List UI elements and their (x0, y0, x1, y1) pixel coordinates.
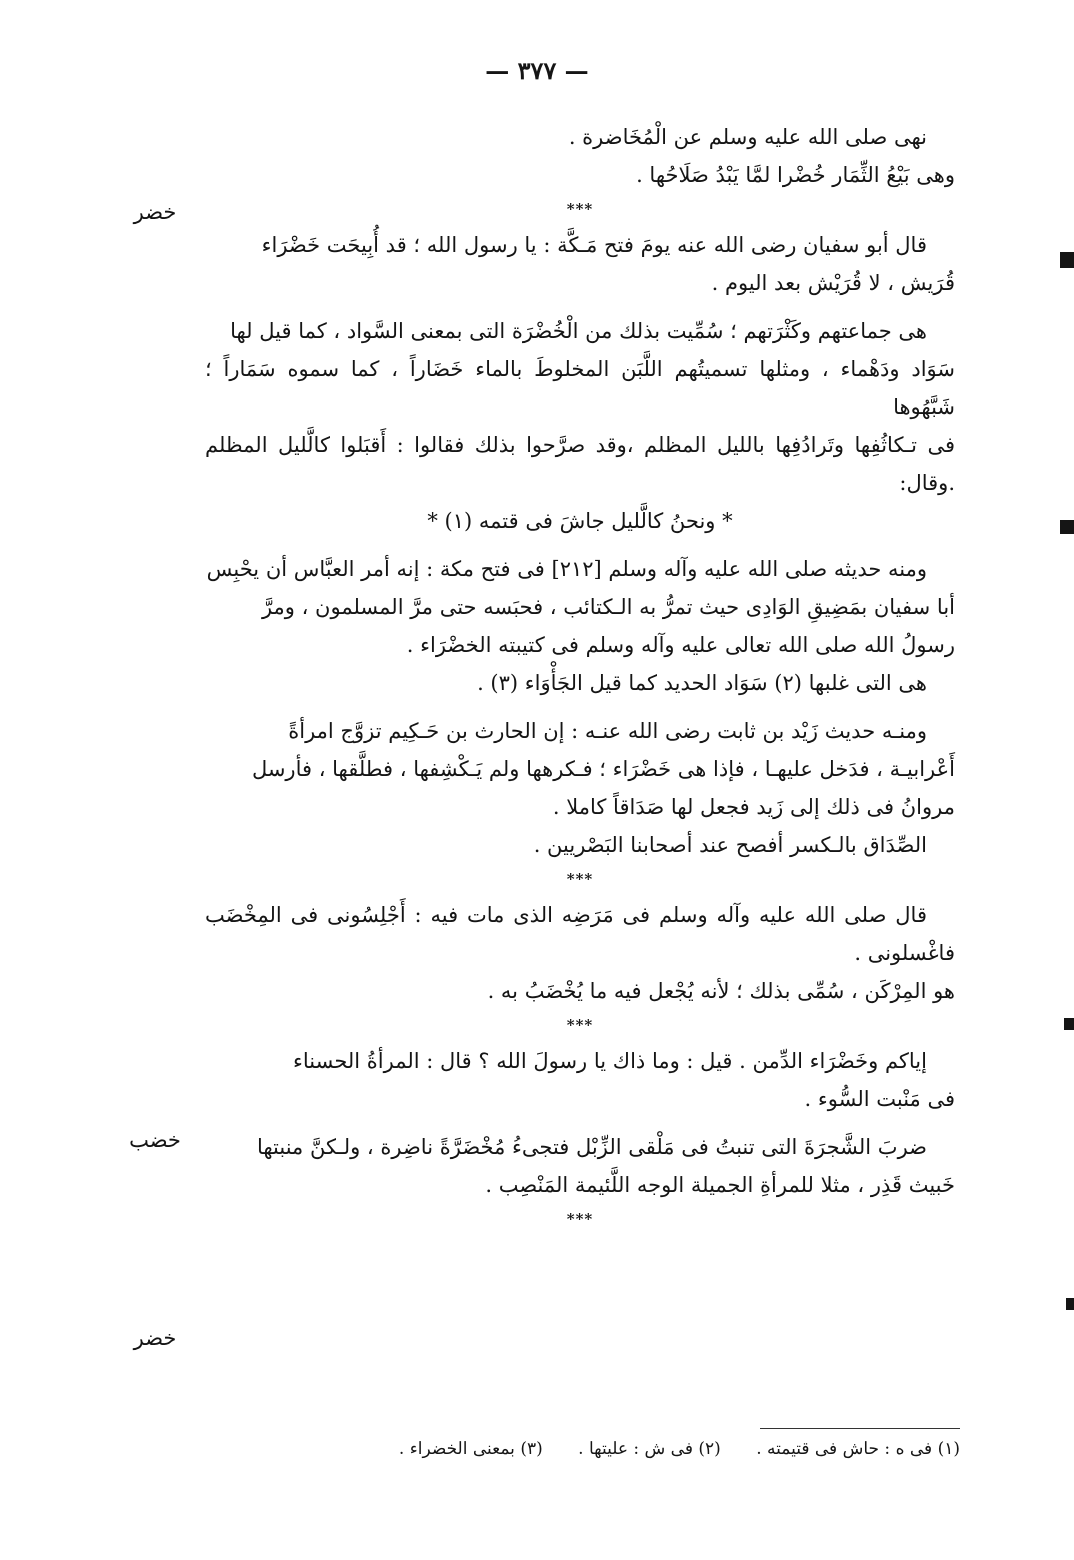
text-line: هو المِرْكَن ، سُمِّى بذلك ؛ لأنه يُجْعل فيه ما يُخْضَبُ به . (487, 979, 955, 1003)
margin-note-3: خضر (133, 1326, 177, 1350)
text-line: سَوَاد ودَهْماء ، ومثلها تسميتُهم اللَّبَن المخلوطَ بالماء خَضَاراً ، كما سموه سَمَاراً ؛ شَبَّهُوها (205, 357, 955, 419)
section-separator: *** (566, 200, 594, 218)
text-line: خَبيث قَذِر ، مثلا للمرأةِ الجميلة الوجه اللَّئيمة المَنْصِب . (485, 1173, 955, 1197)
paragraph (205, 226, 955, 302)
section-separator: *** (566, 1016, 594, 1034)
text-line: الصِّدَاق بالـكسر أفصح عند أصحابنا البَصْريين . (533, 833, 927, 857)
section-separator: *** (566, 1210, 594, 1228)
text-line: قال أبو سفيان رضى الله عنه يومَ فتح مَـكَّة : يا رسول الله ؛ قد أُبِيحَت خَضْرَاء (261, 233, 927, 257)
paragraph (205, 712, 955, 826)
text-line: أبا سفيان بمَضِيقِ الوَادِى حيث تمرُّ به الـكتائب ، فحبَسه حتى مرَّ المسلمون ، ومرَّ (261, 595, 955, 619)
paragraph (205, 1042, 955, 1118)
text-line: هى التى غلبها (٢) سَوَاد الحديد كما قيل الجَأْوَاء (٣) . (477, 671, 927, 695)
text-line: نهى صلى الله عليه وسلم عن الْمُخَاضرة . (568, 125, 927, 149)
paragraph (205, 312, 955, 502)
footnote-1: (١) فى ه : حاش فى قتيمته . (756, 1439, 960, 1459)
verse-line: * ونحنُ كالَّليل جاشَ فى قتمه (١) * (427, 509, 733, 533)
edge-mark (1060, 520, 1074, 534)
paragraph (205, 896, 955, 1010)
footnote-2: (٢) فى ش : عليتها . (578, 1439, 721, 1459)
text-line: ضربَ الشَّجرَةَ التى تنبتُ فى مَلْقى الزِّبْل فتجىءُ مُخْضَرَّةً ناضِرة ، ولـكنَّ منبتها (256, 1135, 927, 1159)
paragraph (205, 1128, 955, 1204)
paragraph (205, 550, 955, 664)
text-line: أَعْرابيـة ، فدَخل عليهـا ، فإذا هى خَضْرَاء ؛ فـكرهها ولم يَـكْشِفها ، فطلَّقها ، فأرسل (251, 757, 955, 781)
text-line: فى تـكاثُفِها وتَرادُفِها بالليل المظلم ،وقد صرَّحوا بذلك فقالوا : أَقبَلوا كالَّليل المظلم .وقال: (205, 433, 955, 495)
page-number: — ٣٧٧ — (485, 56, 589, 85)
text-line: إياكم وخَضْرَاء الدِّمن . قيل : وما ذاك يا رسولَ الله ؟ قال : المرأةُ الحسناء (293, 1049, 927, 1073)
footnotes (330, 1436, 960, 1462)
edge-mark (1064, 1018, 1074, 1030)
text-line: هى جماعتهم وكَثْرَتهم ؛ سُمِّيت بذلك من الْخُضْرَة التى بمعنى السَّواد ، كما قيل لها (230, 319, 927, 343)
text-line: قال صلى الله عليه وآله وسلم فى مَرَضِه الذى مات فيه : أَجْلِسُونى فى المِخْضَب فاغْسلونى . (205, 903, 955, 965)
footnote-3: (٣) بمعنى الخضراء . (398, 1439, 543, 1459)
paragraph (205, 664, 955, 702)
text-line: مروانُ فى ذلك إلى زَيد فجعل لها صَدَاقاً كاملا . (552, 795, 955, 819)
paragraph (205, 826, 955, 864)
main-text (205, 118, 955, 1236)
text-line: قُرَيش ، لا قُرَيْش بعد اليوم . (711, 271, 955, 295)
edge-mark (1066, 1298, 1074, 1310)
text-line: ومنـه حديث زَيْد بن ثابت رضى الله عنـه : إن الحارث بن حَـكِيم تزوَّج امرأةً (288, 719, 927, 743)
paragraph (205, 118, 955, 194)
text-line: وهى بَيْعُ الثِّمَار خُضْرا لمَّا يَبْدُ صَلَاحُها . (636, 163, 955, 187)
footnote-divider (760, 1428, 960, 1429)
edge-mark (1060, 252, 1074, 268)
text-line: رسولُ الله صلى الله تعالى عليه وآله وسلم فى كتيبته الخضْرَاء . (406, 633, 955, 657)
margin-note-2: خضب (129, 1128, 181, 1152)
section-separator: *** (566, 870, 594, 888)
margin-note-1: خضر (133, 200, 177, 224)
text-line: ومنه حديثه صلى الله عليه وآله وسلم [٢١٢] فى فتح مكة : إنه أمر العبَّاس أن يحْبِس (206, 557, 927, 581)
text-line: فى مَنْبت السُّوء . (804, 1087, 955, 1111)
